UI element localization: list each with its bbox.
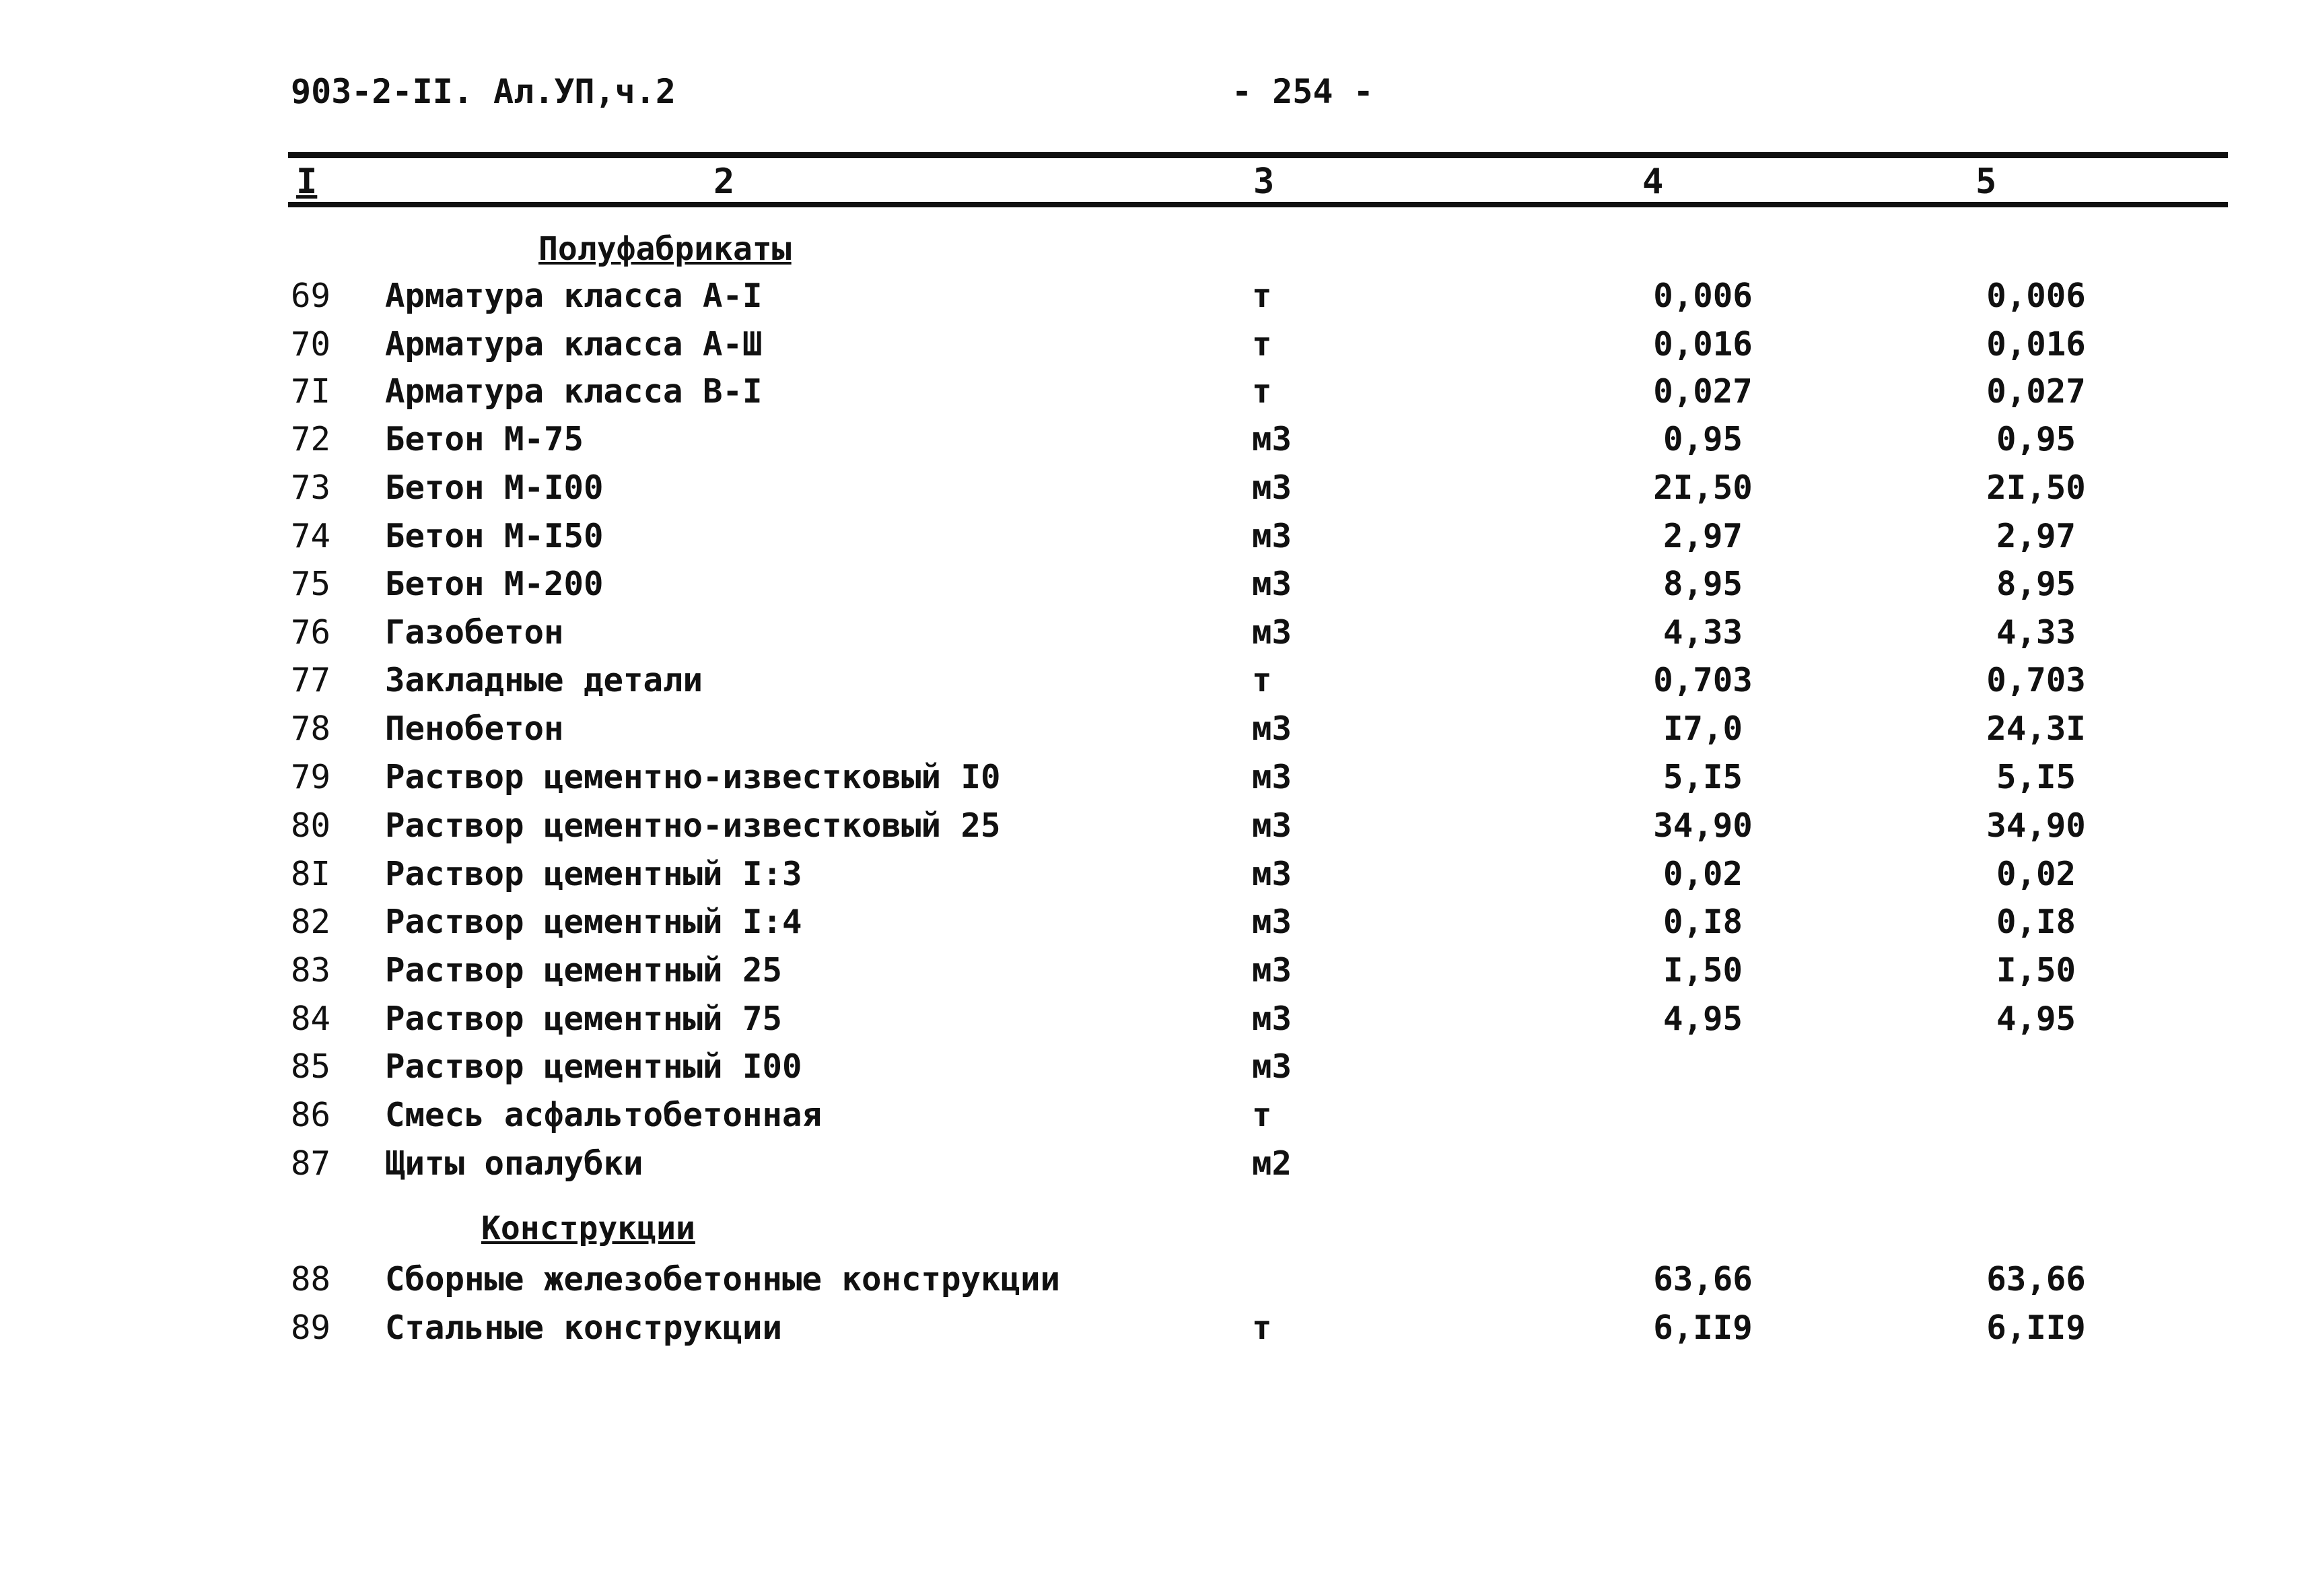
row-number: 87 xyxy=(291,1144,331,1183)
row-value-col4: 6,II9 xyxy=(1653,1309,1753,1347)
row-value-col5: 2,97 xyxy=(1996,517,2076,555)
row-number: 82 xyxy=(291,903,331,941)
row-unit: т xyxy=(1252,661,1272,699)
table-row xyxy=(0,1140,2308,1187)
row-name: Стальные конструкции xyxy=(385,1309,783,1347)
row-unit: м3 xyxy=(1252,758,1292,796)
row-unit: т xyxy=(1252,372,1272,411)
row-number: 80 xyxy=(291,806,331,845)
row-unit: м3 xyxy=(1252,951,1292,990)
row-name: Закладные детали xyxy=(385,661,703,699)
table-row xyxy=(0,1256,2308,1303)
row-number: 74 xyxy=(291,517,331,555)
row-number: 79 xyxy=(291,758,331,796)
table-row xyxy=(0,947,2308,994)
row-number: 70 xyxy=(291,325,331,363)
table-row xyxy=(0,1305,2308,1352)
row-number: 73 xyxy=(291,469,331,507)
row-value-col5: 6,II9 xyxy=(1986,1309,2086,1347)
row-value-col5: 4,33 xyxy=(1996,613,2076,652)
row-unit: м3 xyxy=(1252,517,1292,555)
table-row xyxy=(0,705,2308,753)
row-value-col5: 0,016 xyxy=(1986,325,2086,363)
row-name: Раствор цементный 25 xyxy=(385,951,783,990)
row-value-col4: 4,95 xyxy=(1663,1000,1743,1038)
row-number: 84 xyxy=(291,1000,331,1038)
row-number: 8I xyxy=(291,855,331,893)
table-row xyxy=(0,273,2308,320)
row-number: 75 xyxy=(291,565,331,603)
row-value-col5: 4,95 xyxy=(1996,1000,2076,1038)
row-value-col4: 0,027 xyxy=(1653,372,1753,411)
row-number: 89 xyxy=(291,1309,331,1347)
column-header-1: I xyxy=(296,162,318,202)
row-unit: м3 xyxy=(1252,709,1292,748)
table-row xyxy=(0,1092,2308,1139)
row-unit: м3 xyxy=(1252,806,1292,845)
row-number: 83 xyxy=(291,951,331,990)
document-code: 903-2-II. Ал.УП,ч.2 xyxy=(291,72,676,111)
row-name: Бетон М-200 xyxy=(385,565,604,603)
row-name: Раствор цементно-известковый 25 xyxy=(385,806,1001,845)
row-value-col5: 8,95 xyxy=(1996,565,2076,603)
row-value-col5: 0,02 xyxy=(1996,855,2076,893)
row-unit: м3 xyxy=(1252,420,1292,458)
row-name: Смесь асфальтобетонная xyxy=(385,1096,823,1134)
row-value-col4: 2,97 xyxy=(1663,517,1743,555)
row-name: Бетон М-I00 xyxy=(385,469,604,507)
row-value-col5: 0,703 xyxy=(1986,661,2086,699)
row-unit: м3 xyxy=(1252,469,1292,507)
row-unit: м3 xyxy=(1252,903,1292,941)
row-value-col4: 8,95 xyxy=(1663,565,1743,603)
row-value-col4: 2I,50 xyxy=(1653,469,1753,507)
row-value-col4: 5,I5 xyxy=(1663,758,1743,796)
page-number: - 254 - xyxy=(1232,72,1374,111)
row-value-col5: 2I,50 xyxy=(1986,469,2086,507)
row-name: Раствор цементный I:4 xyxy=(385,903,802,941)
row-unit: т xyxy=(1252,1096,1272,1134)
row-value-col4: 63,66 xyxy=(1653,1260,1753,1298)
row-number: 78 xyxy=(291,709,331,748)
row-name: Газобетон xyxy=(385,613,564,652)
row-unit: м3 xyxy=(1252,855,1292,893)
table-row xyxy=(0,802,2308,849)
row-name: Раствор цементный I:3 xyxy=(385,855,802,893)
row-value-col5: 34,90 xyxy=(1986,806,2086,845)
row-value-col4: 34,90 xyxy=(1653,806,1753,845)
table-row xyxy=(0,513,2308,560)
row-number: 76 xyxy=(291,613,331,652)
row-value-col5: 24,3I xyxy=(1986,709,2086,748)
table-row xyxy=(0,368,2308,415)
row-name: Щиты опалубки xyxy=(385,1144,643,1183)
row-value-col4: 0,02 xyxy=(1663,855,1743,893)
column-header-2: 2 xyxy=(713,162,735,202)
row-value-col5: 0,027 xyxy=(1986,372,2086,411)
section-title-semifinished: Полуфабрикаты xyxy=(538,230,792,268)
row-number: 85 xyxy=(291,1047,331,1086)
row-unit: т xyxy=(1252,325,1272,363)
table-top-rule xyxy=(288,152,2228,158)
table-row xyxy=(0,416,2308,463)
row-value-col4: I7,0 xyxy=(1663,709,1743,748)
row-number: 77 xyxy=(291,661,331,699)
section-title-structures: Конструкции xyxy=(481,1210,695,1247)
row-value-col4: 0,006 xyxy=(1653,277,1753,315)
row-name: Раствор цементно-известковый I0 xyxy=(385,758,1001,796)
row-value-col5: 0,95 xyxy=(1996,420,2076,458)
row-unit: т xyxy=(1252,1309,1272,1347)
table-row xyxy=(0,657,2308,704)
table-row xyxy=(0,609,2308,656)
row-value-col4: 0,703 xyxy=(1653,661,1753,699)
table-row xyxy=(0,1043,2308,1090)
row-name: Бетон М-75 xyxy=(385,420,584,458)
row-value-col4: 4,33 xyxy=(1663,613,1743,652)
row-unit: м3 xyxy=(1252,1000,1292,1038)
row-name: Пенобетон xyxy=(385,709,564,748)
row-value-col5: 0,006 xyxy=(1986,277,2086,315)
row-value-col4: 0,016 xyxy=(1653,325,1753,363)
row-number: 7I xyxy=(291,372,331,411)
table-row xyxy=(0,464,2308,512)
row-name: Арматура класса А-I xyxy=(385,277,763,315)
row-value-col4: 0,95 xyxy=(1663,420,1743,458)
row-name: Раствор цементный I00 xyxy=(385,1047,802,1086)
row-unit: м2 xyxy=(1252,1144,1292,1183)
row-name: Арматура класса А-Ш xyxy=(385,325,763,363)
row-name: Бетон М-I50 xyxy=(385,517,604,555)
row-value-col4: I,50 xyxy=(1663,951,1743,990)
table-row xyxy=(0,561,2308,608)
row-unit: м3 xyxy=(1252,613,1292,652)
row-name: Раствор цементный 75 xyxy=(385,1000,783,1038)
column-header-3: 3 xyxy=(1253,162,1275,202)
row-value-col5: 0,I8 xyxy=(1996,903,2076,941)
table-header-rule xyxy=(288,202,2228,207)
row-name: Арматура класса В-I xyxy=(385,372,763,411)
row-number: 69 xyxy=(291,277,331,315)
row-value-col4: 0,I8 xyxy=(1663,903,1743,941)
row-value-col5: 5,I5 xyxy=(1996,758,2076,796)
table-row xyxy=(0,851,2308,898)
table-row xyxy=(0,996,2308,1043)
column-header-4: 4 xyxy=(1642,162,1664,202)
table-row xyxy=(0,899,2308,946)
row-unit: м3 xyxy=(1252,1047,1292,1086)
row-value-col5: I,50 xyxy=(1996,951,2076,990)
row-value-col5: 63,66 xyxy=(1986,1260,2086,1298)
row-unit: м3 xyxy=(1252,565,1292,603)
table-row xyxy=(0,321,2308,368)
table-row xyxy=(0,754,2308,801)
row-unit: т xyxy=(1252,277,1272,315)
column-header-5: 5 xyxy=(1975,162,1997,202)
row-number: 88 xyxy=(291,1260,331,1298)
row-number: 86 xyxy=(291,1096,331,1134)
row-number: 72 xyxy=(291,420,331,458)
row-name: Сборные железобетонные конструкции xyxy=(385,1260,1061,1298)
